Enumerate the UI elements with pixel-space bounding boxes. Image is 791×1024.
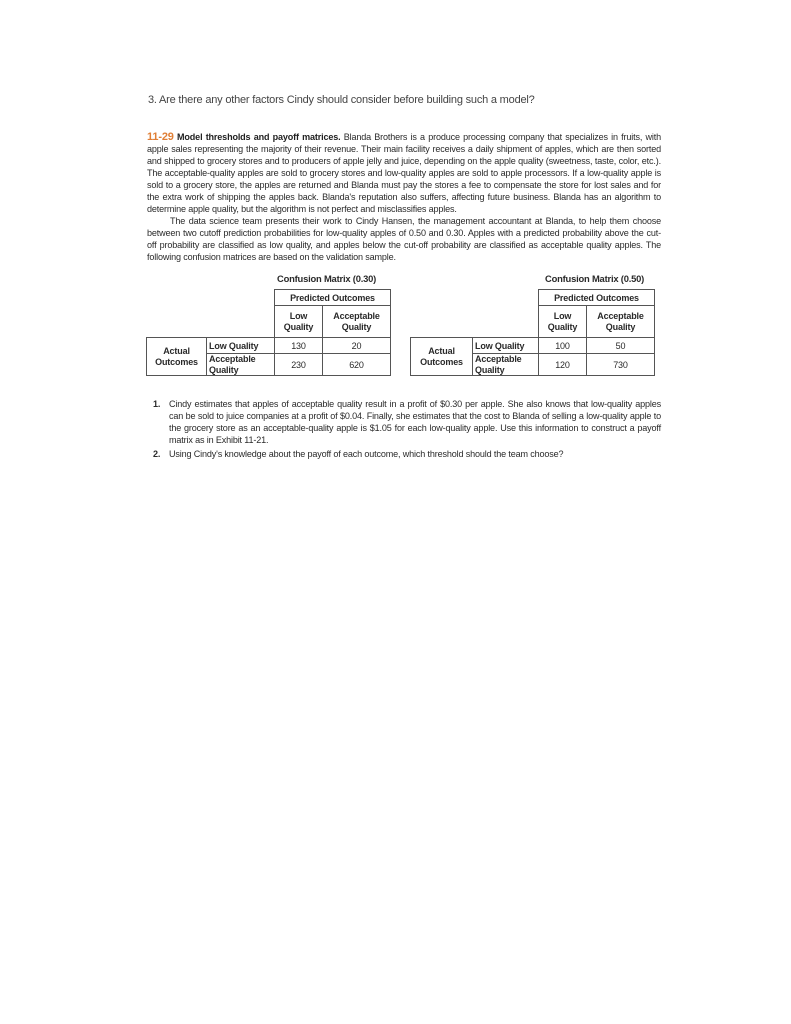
row-header-low: Low Quality: [472, 337, 539, 354]
question-1: [147, 399, 661, 447]
cell-acceptable-low: 120: [538, 353, 587, 376]
cell-low-low: 130: [274, 337, 323, 354]
confusion-matrices: [147, 267, 661, 385]
matrix-caption: Confusion Matrix (0.50): [545, 273, 645, 285]
cut-off-text: 3. Are there any other factors Cindy should consider before building such a model?: [148, 94, 535, 106]
question-2: [147, 449, 661, 461]
question-number: 1.: [153, 399, 161, 410]
page-content: [147, 132, 661, 463]
predicted-header: Predicted Outcomes: [274, 289, 391, 306]
cell-low-acceptable: 50: [586, 337, 655, 354]
row-header-low: Low Quality: [206, 337, 275, 354]
question-text: Cindy estimates that apples of acceptable quality result in a profit of $0.30 per apple. She also knows that low-quality apples can be sold to juice companies at a profit of $0.04. Finally, she estimates that the cost to Blanda of selling a low-quality apple to the grocery store as an acceptable-quality apple is $1.05 for each low-quality apple. Use this information to construct a payoff matrix as in Exhibit 11-21.: [169, 399, 661, 446]
matrix-caption: Confusion Matrix (0.30): [277, 273, 377, 285]
row-header-acceptable: Acceptable Quality: [472, 353, 539, 376]
problem-title: Model thresholds and payoff matrices.: [177, 132, 341, 142]
col-header-acceptable: Acceptable Quality: [322, 305, 391, 338]
question-number: 2.: [153, 449, 161, 460]
col-header-low: Low Quality: [538, 305, 587, 338]
actual-outcomes-label: Actual Outcomes: [410, 337, 473, 376]
cell-acceptable-acceptable: 730: [586, 353, 655, 376]
cell-low-low: 100: [538, 337, 587, 354]
question-text: Using Cindy's knowledge about the payoff of each outcome, which threshold should the team choose?: [169, 449, 564, 460]
cell-acceptable-low: 230: [274, 353, 323, 376]
problem-number: 11-29: [147, 131, 174, 143]
cut-off-previous-line: [148, 94, 574, 115]
problem-paragraph-1: [147, 132, 661, 216]
matrix-grid: [411, 290, 655, 376]
cell-low-acceptable: 20: [322, 337, 391, 354]
problem-body-1: Blanda Brothers is a produce processing company that specializes in fruits, with apple sales representing the majority of their revenue. Their main facility receives a daily shipment of apples, which are then sorted and shipped to grocery stores and to producers of apple jelly and juice, depending on the apple quality (sweetness, taste, color, etc.). The acceptable-quality apples are sold to grocery stores and low-quality apples are sold to apple processors. If a low-quality apple is sold to a grocery store, the apples are returned and Blanda must pay the stores a fee to compensate the store for lost sales and for the extra work of shipping the apples back. Blanda's reputation also suffers, affecting future business. Blanda has an algorithm to determine apple quality, but the algorithm is not perfect and misclassifies apples.: [147, 132, 661, 214]
actual-outcomes-label: Actual Outcomes: [146, 337, 207, 376]
row-header-acceptable: Acceptable Quality: [206, 353, 275, 376]
col-header-low: Low Quality: [274, 305, 323, 338]
matrix-grid: [147, 290, 391, 376]
cell-acceptable-acceptable: 620: [322, 353, 391, 376]
problem-paragraph-2: The data science team presents their work to Cindy Hansen, the management accountant at Blanda, to help them choose between two cutoff prediction probabilities for low-quality apples of 0.50 and 0.30. Apples with a predicted probability above the cut-off probability are classified as low quality, and apples below the cut-off probability are classified as acceptable quality apples. The following confusion matrices are based on the validation sample.: [147, 215, 661, 262]
question-list: [147, 399, 661, 461]
col-header-acceptable: Acceptable Quality: [586, 305, 655, 338]
predicted-header: Predicted Outcomes: [538, 289, 655, 306]
